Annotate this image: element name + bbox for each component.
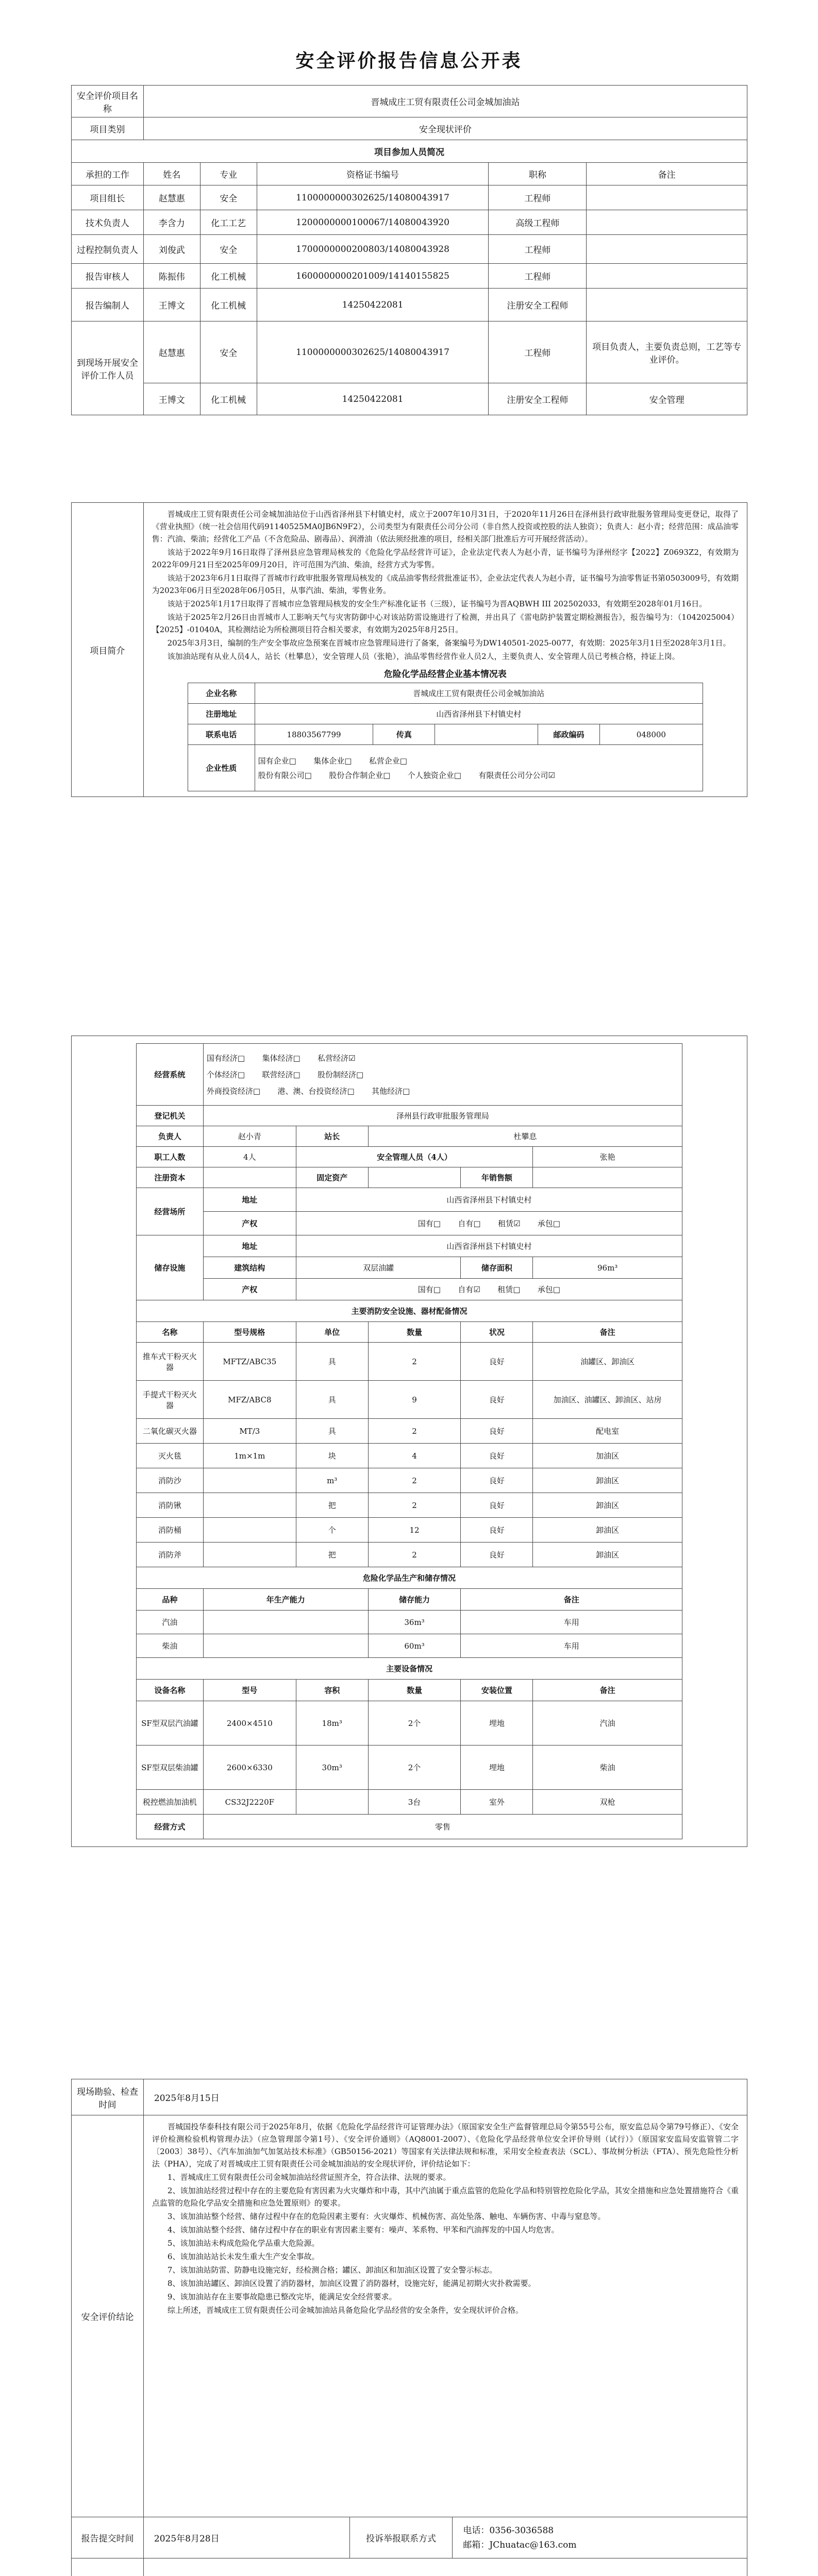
chem-header: 储存能力 xyxy=(368,1589,461,1611)
nature-option: 有限责任公司分公司☑ xyxy=(478,770,555,780)
intro-table xyxy=(71,502,747,797)
details-table xyxy=(71,1036,747,1847)
station-master: 杜攀息 xyxy=(368,1126,682,1147)
personnel-note xyxy=(587,264,747,289)
fire-model xyxy=(203,1468,296,1493)
field-staff-name: 赵慧惠 xyxy=(143,321,200,383)
site-addr-label: 地址 xyxy=(203,1188,296,1212)
personnel-name: 赵慧惠 xyxy=(143,185,200,210)
chem-cap xyxy=(203,1611,368,1634)
photo-label xyxy=(72,2558,144,2576)
header-table xyxy=(71,85,747,415)
equip-model: 2600×6330 xyxy=(203,1745,296,1790)
table-row xyxy=(72,289,747,321)
conclusion-paragraph: 3、该加油站整个经营、储存过程中存在的危险因素主要有：火灾爆炸、机械伤害、高处坠落、触电、车辆伤害、中毒与窒息等。 xyxy=(167,2212,606,2221)
intro-paragraph: 晋城成庄工贸有限责任公司金城加油站位于山西省泽州县下村镇史村，成立于2007年10月31日，于2020年11月26日在泽州县行政审批服务管理局变更登记，取得了《营业执照》（统一社会信用代码91140525MA0JB6N9F2），公司类型为有限责任公司分公司（非自然人投资或控股的法人独资）；负责人：赵小青；经营范围：成品油零售：汽油、柴油；经营化工产品（不含危险品、剧毒品）、润滑油（依法须经批准的项目，经相关部门批准后方可开展经营活动）。 xyxy=(152,510,739,544)
chem-name: 柴油 xyxy=(137,1634,204,1658)
storage-prop-option: 国有□ xyxy=(418,1285,441,1294)
chem-store: 60m³ xyxy=(368,1634,461,1658)
visit-date: 2025年8月15日 xyxy=(143,2079,747,2115)
fire-name: 消防桶 xyxy=(137,1518,204,1543)
site-addr: 山西省泽州县下村镇史村 xyxy=(296,1188,682,1212)
equip-model: 2400×4510 xyxy=(203,1701,296,1745)
fire-note: 油罐区、卸油区 xyxy=(533,1343,682,1381)
nature-option: 集体企业□ xyxy=(313,756,352,766)
personnel-major: 安全 xyxy=(200,185,257,210)
personnel-title-cell: 工程师 xyxy=(489,185,587,210)
fire-state: 良好 xyxy=(461,1468,533,1493)
safety-staff-name: 张艳 xyxy=(533,1147,682,1167)
field-staff-name: 王博文 xyxy=(143,383,200,415)
fire-note: 加油区 xyxy=(533,1444,682,1468)
field-staff-cert: 1100000000302625/14080043917 xyxy=(257,321,489,383)
personnel-cert: 1600000000201009/14140155825 xyxy=(257,264,489,289)
basic-info-table xyxy=(188,683,703,791)
sales-mode-label: 经营方式 xyxy=(137,1815,204,1839)
equip-header: 设备名称 xyxy=(137,1680,204,1701)
personnel-header: 资格证书编号 xyxy=(257,163,489,185)
table-row xyxy=(137,1444,682,1468)
chem-store: 36m³ xyxy=(368,1611,461,1634)
fixed-label: 固定资产 xyxy=(296,1167,368,1188)
storage-area-label: 储存面积 xyxy=(461,1257,533,1279)
conclusion-paragraph: 6、该加油站站长未发生重大生产安全事故。 xyxy=(167,2252,320,2261)
field-staff-title: 工程师 xyxy=(489,321,587,383)
fire-note: 加油区、油罐区、卸油区、站房 xyxy=(533,1381,682,1419)
fire-unit: 具 xyxy=(296,1343,368,1381)
phone: 18803567799 xyxy=(255,724,373,745)
intro-paragraph: 该站于2025年2月26日由晋城市人工影响天气与灾害防御中心对该站防雷设施进行了检测，并出具了《雷电防护装置定期检测报告》，报告编号为：（1042025004）【2025】-01040A，其检测结论为所检测项目符合相关要求，有效期为2025年8月25日。 xyxy=(152,613,739,634)
personnel-major: 化工机械 xyxy=(200,264,257,289)
field-staff-major: 安全 xyxy=(200,321,257,383)
conclusion-paragraph: 8、该加油站罐区、卸油区设置了消防器材，加油区设置了消防器材，设施完好，能满足初期火灾扑救需要。 xyxy=(167,2279,536,2288)
table-row xyxy=(137,1543,682,1567)
storage-addr: 山西省泽州县下村镇史村 xyxy=(296,1235,682,1257)
personnel-cert: 1200000000100067/14080043920 xyxy=(257,210,489,235)
conclusion-paragraph: 7、该加油站防雷、防静电设施完好，经检测合格；罐区、卸油区和加油区设置了安全警示标志。 xyxy=(167,2265,497,2275)
sales xyxy=(533,1167,682,1188)
personnel-note xyxy=(587,235,747,264)
mode-option: 个体经济□ xyxy=(206,1070,245,1079)
table-row xyxy=(137,1634,682,1658)
personnel-title-cell: 高级工程师 xyxy=(489,210,587,235)
company-label: 企业名称 xyxy=(188,683,255,704)
storage-prop-option: 自有☑ xyxy=(458,1285,480,1294)
fax xyxy=(435,724,538,745)
chem-note: 车用 xyxy=(461,1611,682,1634)
mode-option: 国有经济□ xyxy=(206,1053,245,1063)
intro-paragraph: 该站于2022年9月16日取得了泽州县应急管理局核发的《危险化学品经营许可证》，企业法定代表人为赵小青，证书编号为泽州经字【2022】Z0693Z2，有效期为2022年09月21日至2025年09月20日，许可范围为汽油、柴油，经营方式为零售。 xyxy=(152,548,739,569)
fire-qty: 2 xyxy=(368,1468,461,1493)
sales-label: 年销售额 xyxy=(461,1167,533,1188)
mode-option: 外商投资经济□ xyxy=(206,1086,261,1096)
chem-section-title: 危险化学品生产和储存情况 xyxy=(137,1567,682,1589)
field-staff-cert: 14250422081 xyxy=(257,383,489,415)
site-label: 经营场所 xyxy=(137,1188,204,1235)
conclusion-paragraph: 9、该加油站存在主要事故隐患已整改完毕，能满足安全经营要求。 xyxy=(167,2292,397,2301)
conclusion-paragraph: 5、该加油站未构成危险化学品重大危险源。 xyxy=(167,2239,320,2248)
table-row xyxy=(137,1611,682,1634)
nature-option: 国有企业□ xyxy=(258,756,296,766)
equip-header: 备注 xyxy=(533,1680,682,1701)
sales-mode: 零售 xyxy=(203,1815,682,1839)
chem-note: 车用 xyxy=(461,1634,682,1658)
fire-section-title: 主要消防安全设施、器材配备情况 xyxy=(137,1300,682,1322)
site-prop-option: 承包□ xyxy=(537,1219,560,1228)
fire-state: 良好 xyxy=(461,1419,533,1444)
field-staff-note: 安全管理 xyxy=(587,383,747,415)
equip-header-row xyxy=(137,1680,682,1701)
fire-note: 卸油区 xyxy=(533,1493,682,1518)
fire-unit: 把 xyxy=(296,1493,368,1518)
table-row xyxy=(137,1343,682,1381)
chem-name: 汽油 xyxy=(137,1611,204,1634)
mode-option: 股份制经济□ xyxy=(318,1070,364,1079)
fire-unit: 具 xyxy=(296,1419,368,1444)
fire-note: 卸油区 xyxy=(533,1468,682,1493)
nature-option: 股份合作制企业□ xyxy=(329,770,391,780)
chem-header-row xyxy=(137,1589,682,1611)
table-row xyxy=(72,210,747,235)
table-row xyxy=(72,235,747,264)
personnel-name: 刘俊武 xyxy=(143,235,200,264)
site-prop-option: 国有□ xyxy=(418,1219,441,1228)
submit-date: 2025年8月28日 xyxy=(143,2517,349,2558)
capital-label: 注册资本 xyxy=(137,1167,204,1188)
table-row xyxy=(137,1745,682,1790)
fire-note: 卸油区 xyxy=(533,1543,682,1567)
table-row xyxy=(137,1701,682,1745)
fire-qty: 9 xyxy=(368,1381,461,1419)
personnel-title-cell: 注册安全工程师 xyxy=(489,289,587,321)
equip-header: 数量 xyxy=(368,1680,461,1701)
fire-header: 型号规格 xyxy=(203,1322,296,1343)
mode-option: 联营经济□ xyxy=(262,1070,301,1079)
chem-header: 品种 xyxy=(137,1589,204,1611)
report-phone: 电话：0356-3036588 xyxy=(463,2525,554,2536)
equip-qty: 2个 xyxy=(368,1701,461,1745)
report-label: 投诉举报联系方式 xyxy=(349,2517,453,2558)
fire-state: 良好 xyxy=(461,1444,533,1468)
fire-note: 卸油区 xyxy=(533,1518,682,1543)
personnel-major: 安全 xyxy=(200,235,257,264)
personnel-role: 过程控制负责人 xyxy=(72,235,144,264)
chem-header: 备注 xyxy=(461,1589,682,1611)
fire-name: 手提式干粉灭火器 xyxy=(137,1381,204,1419)
project-type: 安全现状评价 xyxy=(143,117,747,140)
submit-label: 报告提交时间 xyxy=(72,2517,144,2558)
chem-header: 年生产能力 xyxy=(203,1589,368,1611)
fire-header-row xyxy=(137,1322,682,1343)
fire-header: 单位 xyxy=(296,1322,368,1343)
nature-option: 私营企业□ xyxy=(369,756,407,766)
fire-unit: 把 xyxy=(296,1543,368,1567)
fire-name: 消防锹 xyxy=(137,1493,204,1518)
fire-header: 状况 xyxy=(461,1322,533,1343)
conclusion-table xyxy=(71,2079,747,2576)
mode-label: 经营系统 xyxy=(137,1044,204,1106)
fire-qty: 2 xyxy=(368,1543,461,1567)
intro-paragraph: 该加油站现有从业人员4人，站长（杜攀息），安全管理人员（张艳），油品零售经营作业人员2人，主要负责人、安全管理人员已考核合格，持证上岗。 xyxy=(167,652,680,661)
personnel-header: 专业 xyxy=(200,163,257,185)
personnel-header: 职称 xyxy=(489,163,587,185)
project-name-label: 安全评价项目名称 xyxy=(72,86,144,117)
equip-qty: 2个 xyxy=(368,1745,461,1790)
mode-option: 其他经济□ xyxy=(372,1086,410,1096)
address: 山西省泽州县下村镇史村 xyxy=(255,704,703,724)
personnel-header-row xyxy=(72,163,747,185)
personnel-role: 报告编制人 xyxy=(72,289,144,321)
personnel-header: 姓名 xyxy=(143,163,200,185)
project-name: 晋城成庄工贸有限责任公司金城加油站 xyxy=(143,86,747,117)
nature-option: 个人独资企业□ xyxy=(407,770,461,780)
personnel-header: 备注 xyxy=(587,163,747,185)
staff: 4人 xyxy=(203,1147,296,1167)
mode-option: 私营经济☑ xyxy=(318,1053,356,1063)
equip-vol: 30m³ xyxy=(296,1745,368,1790)
address-label: 注册地址 xyxy=(188,704,255,724)
personnel-name: 王博文 xyxy=(143,289,200,321)
storage-prop-option: 租赁□ xyxy=(497,1285,521,1294)
intro-paragraph: 该站于2023年6月1日取得了晋城市行政审批服务管理局核发的《成品油零售经营批准证书》，企业法定代表人为赵小青，证书编号为油零售证书第0503009号，有效期为2023年06月日至2028年06月05日，从事汽油、柴油，零售业务。 xyxy=(152,573,739,595)
safety-staff-label: 安全管理人员（4人） xyxy=(296,1147,533,1167)
fire-qty: 2 xyxy=(368,1493,461,1518)
company-name: 晋城成庄工贸有限责任公司金城加油站 xyxy=(255,683,703,704)
fire-unit: 个 xyxy=(296,1518,368,1543)
fire-model xyxy=(203,1493,296,1518)
fire-state: 良好 xyxy=(461,1343,533,1381)
fire-state: 良好 xyxy=(461,1493,533,1518)
nature-option: 股份有限公司□ xyxy=(258,770,312,780)
fire-name: 消防斧 xyxy=(137,1543,204,1567)
mode-table xyxy=(136,1043,682,1839)
fire-note: 配电室 xyxy=(533,1419,682,1444)
fire-header: 备注 xyxy=(533,1322,682,1343)
conclusion-paragraph: 2、该加油站经营过程中存在的主要危险有害因素为火灾爆炸和中毒，其中汽油属于重点监管的危险化学品和特别管控危险化学品，其安全措施和应急处置措施符合《重点监管的危险化学品安全措施和应急处置原则》的要求。 xyxy=(152,2186,739,2208)
storage-area: 96m³ xyxy=(533,1257,682,1279)
project-type-label: 项目类别 xyxy=(72,117,144,140)
equip-header: 容积 xyxy=(296,1680,368,1701)
table-row xyxy=(137,1381,682,1419)
site-prop-label: 产权 xyxy=(203,1212,296,1235)
fire-model: MT/3 xyxy=(203,1419,296,1444)
field-staff-major: 化工机械 xyxy=(200,383,257,415)
fire-model: MFTZ/ABC35 xyxy=(203,1343,296,1381)
equip-header: 型号 xyxy=(203,1680,296,1701)
report-mail: 邮箱：JChuatac@163.com xyxy=(463,2539,577,2550)
conclusion-label: 安全评价结论 xyxy=(72,2115,144,2517)
fire-state: 良好 xyxy=(461,1381,533,1419)
equip-qty: 3台 xyxy=(368,1790,461,1815)
zip: 048000 xyxy=(599,724,703,745)
fire-qty: 12 xyxy=(368,1518,461,1543)
equip-name: SF型双层汽油罐 xyxy=(137,1701,204,1745)
storage-type-label: 建筑结构 xyxy=(203,1257,296,1279)
conclusion-paragraph: 4、该加油站整个经营、储存过程中存在的职业有害因素主要有：噪声、苯系物、甲苯和汽油挥发的中国人均危害。 xyxy=(167,2225,559,2234)
fire-name: 消防沙 xyxy=(137,1468,204,1493)
table-row xyxy=(137,1468,682,1493)
intro-label: 项目简介 xyxy=(72,503,144,797)
table-row xyxy=(72,321,747,383)
equip-vol: 18m³ xyxy=(296,1701,368,1745)
reg-org: 泽州县行政审批服务管理局 xyxy=(203,1106,682,1126)
equip-note: 双枪 xyxy=(533,1790,682,1815)
personnel-header: 承担的工作 xyxy=(72,163,144,185)
personnel-name: 李含力 xyxy=(143,210,200,235)
fire-model xyxy=(203,1518,296,1543)
conclusion-paragraph: 晋城国投华泰科技有限公司于2025年8月，依据《危险化学品经营许可证管理办法》（原国家安全生产监督管理总局令第55号公布，原安监总局令第79号修正）、《安全评价检测检验机构管理办法》（应急管理部令第1号）、《安全评价通则》（AQ8001-2007）、《危险化学品经营单位安全评价导则（试行）》（原国家安监局安监管管二字〔2003〕38号）、《汽车加油加气加氢站技术标准》（GB50156-2021）等国家有关法律法规和标准，采用安全检查表法（SCL）、事故树分析法（FTA）、预先危险性分析法（PHA），完成了对晋城成庄工贸有限责任公司金城加油站的安全现状评价，评价结论如下： xyxy=(152,2122,739,2168)
zip-label: 邮政编码 xyxy=(538,724,600,745)
table-row xyxy=(72,185,747,210)
fire-name: 二氧化碳灭火器 xyxy=(137,1419,204,1444)
equip-note: 汽油 xyxy=(533,1701,682,1745)
fire-name: 推车式干粉灭火器 xyxy=(137,1343,204,1381)
table-row xyxy=(137,1419,682,1444)
staff-label: 职工人数 xyxy=(137,1147,204,1167)
head-label: 负责人 xyxy=(137,1126,204,1147)
site-prop-option: 租赁☑ xyxy=(497,1219,521,1228)
reg-org-label: 登记机关 xyxy=(137,1106,204,1126)
mode-option: 港、澳、台投资经济□ xyxy=(277,1086,355,1096)
equip-vol xyxy=(296,1790,368,1815)
fixed xyxy=(368,1167,461,1188)
fire-qty: 4 xyxy=(368,1444,461,1468)
page-title: 安全评价报告信息公开表 xyxy=(295,50,523,72)
fire-unit: 块 xyxy=(296,1444,368,1468)
equip-section-title: 主要设备情况 xyxy=(137,1658,682,1680)
equip-name: SF型双层柴油罐 xyxy=(137,1745,204,1790)
equip-header: 安装位置 xyxy=(461,1680,533,1701)
fire-header: 名称 xyxy=(137,1322,204,1343)
personnel-role: 报告审核人 xyxy=(72,264,144,289)
equip-name: 税控燃油加油机 xyxy=(137,1790,204,1815)
table-row xyxy=(72,264,747,289)
personnel-cert: 1100000000302625/14080043917 xyxy=(257,185,489,210)
table-row xyxy=(137,1518,682,1543)
mode-option: 集体经济□ xyxy=(262,1053,301,1063)
personnel-name: 陈振伟 xyxy=(143,264,200,289)
fire-unit: 具 xyxy=(296,1381,368,1419)
table-row xyxy=(137,1790,682,1815)
intro-paragraph: 2025年3月3日，编制的生产安全事故应急预案在晋城市应急管理局进行了备案，备案编号为DW140501-2025-0077，有效期：2025年3月1日至2028年3月1日。 xyxy=(167,638,731,648)
equip-note: 柴油 xyxy=(533,1745,682,1790)
personnel-role: 项目组长 xyxy=(72,185,144,210)
field-role: 到现场开展安全评价工作人员 xyxy=(72,321,144,415)
fire-unit: m³ xyxy=(296,1468,368,1493)
personnel-major: 化工机械 xyxy=(200,289,257,321)
chem-cap xyxy=(203,1634,368,1658)
storage-prop-option: 承包□ xyxy=(537,1285,560,1294)
head: 赵小青 xyxy=(203,1126,296,1147)
personnel-major: 化工工艺 xyxy=(200,210,257,235)
intro-paragraph: 该站于2025年1月17日取得了晋城市应急管理局核发的安全生产标准化证书（三级），证书编号为晋AQBWH III 202502033，有效期至2028年01月16日。 xyxy=(167,599,707,608)
table-row xyxy=(72,383,747,415)
field-staff-title: 注册安全工程师 xyxy=(489,383,587,415)
equip-pos: 埋地 xyxy=(461,1745,533,1790)
personnel-cert: 14250422081 xyxy=(257,289,489,321)
personnel-title-cell: 工程师 xyxy=(489,235,587,264)
personnel-cert: 1700000000200803/14080043928 xyxy=(257,235,489,264)
personnel-note xyxy=(587,289,747,321)
nature-label: 企业性质 xyxy=(188,745,255,791)
personnel-note xyxy=(587,210,747,235)
equip-pos: 埋地 xyxy=(461,1701,533,1745)
equip-pos: 室外 xyxy=(461,1790,533,1815)
storage-addr-label: 地址 xyxy=(203,1235,296,1257)
fire-qty: 2 xyxy=(368,1419,461,1444)
personnel-role: 技术负责人 xyxy=(72,210,144,235)
table-row xyxy=(137,1493,682,1518)
storage-prop-label: 产权 xyxy=(203,1279,296,1300)
capital xyxy=(203,1167,296,1188)
fire-header: 数量 xyxy=(368,1322,461,1343)
fax-label: 传真 xyxy=(373,724,435,745)
conclusion-paragraph: 综上所述，晋城成庄工贸有限责任公司金城加油站具备危险化学品经营的安全条件，安全现状评价合格。 xyxy=(167,2306,523,2315)
equip-model: CS32J2220F xyxy=(203,1790,296,1815)
conclusion-paragraph: 1、晋城成庄工贸有限责任公司金城加油站经营证照齐全，符合法律、法规的要求。 xyxy=(167,2173,451,2182)
field-staff-note: 项目负责人，主要负责总则，工艺等专业评价。 xyxy=(587,321,747,383)
fire-model: 1m×1m xyxy=(203,1444,296,1468)
site-prop-option: 自有□ xyxy=(458,1219,481,1228)
fire-name: 灭火毯 xyxy=(137,1444,204,1468)
basic-section-title: 危险化学品经营企业基本情况表 xyxy=(383,669,507,680)
personnel-title-cell: 工程师 xyxy=(489,264,587,289)
visit-label: 现场勘验、检查时间 xyxy=(72,2079,144,2115)
personnel-note xyxy=(587,185,747,210)
fire-qty: 2 xyxy=(368,1343,461,1381)
fire-state: 良好 xyxy=(461,1518,533,1543)
phone-label: 联系电话 xyxy=(188,724,255,745)
station-master-label: 站长 xyxy=(296,1126,368,1147)
storage-label: 储存设施 xyxy=(137,1235,204,1300)
fire-state: 良好 xyxy=(461,1543,533,1567)
fire-model xyxy=(203,1543,296,1567)
personnel-title: 项目参加人员简况 xyxy=(72,140,747,163)
fire-model: MFZ/ABC8 xyxy=(203,1381,296,1419)
storage-type: 双层油罐 xyxy=(296,1257,461,1279)
